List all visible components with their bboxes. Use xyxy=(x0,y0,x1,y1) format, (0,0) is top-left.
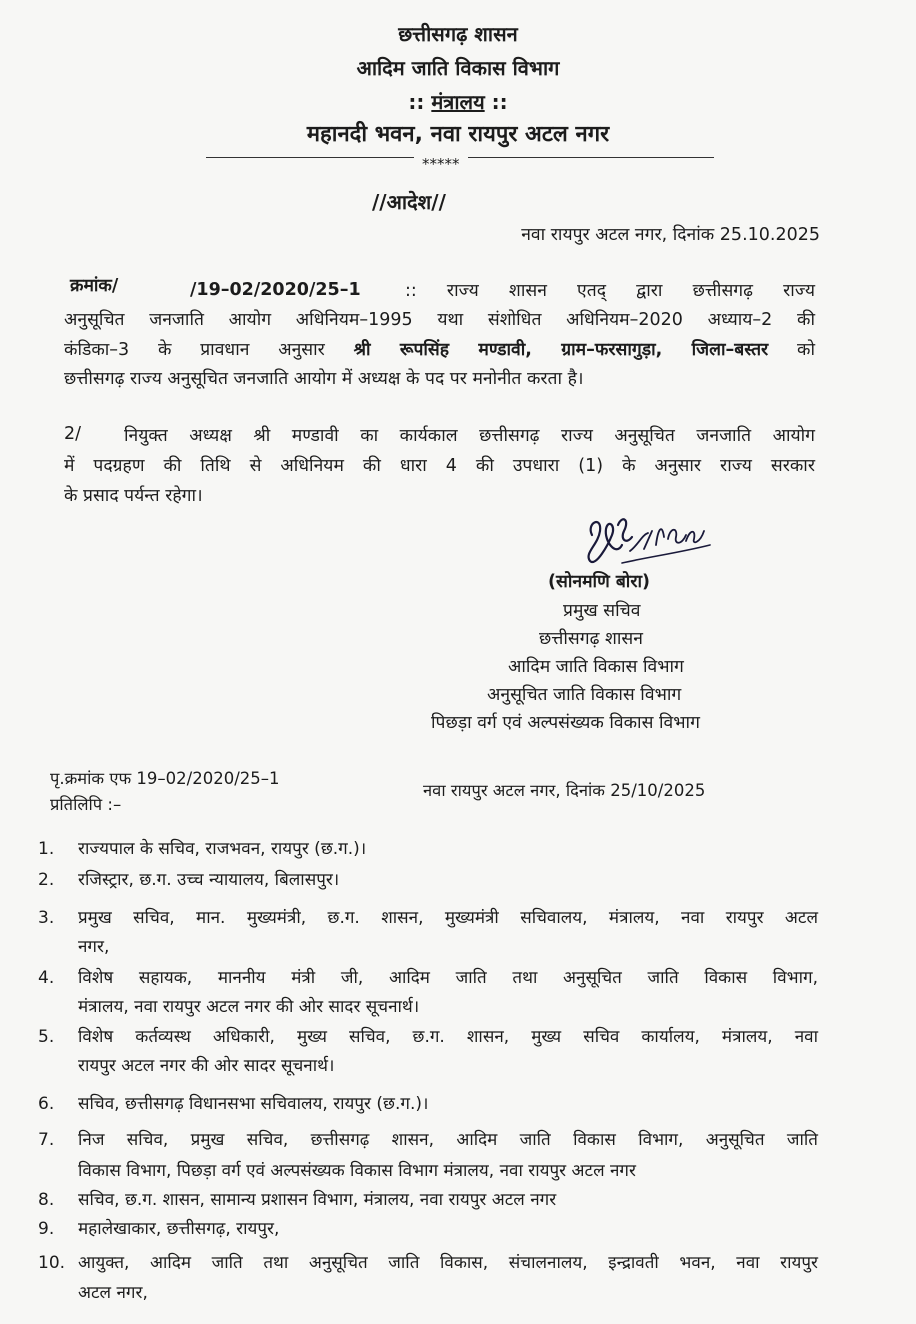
list-item-line: राज्यपाल के सचिव, राजभवन, रायपुर (छ.ग.)। xyxy=(78,839,367,859)
list-item-line: रायपुर अटल नगर की ओर सादर सूचनार्थ। xyxy=(78,1056,335,1076)
nominee-name: श्री रूपसिंह मण्डावी, ग्राम–फरसागुड़ा, जिला–बस्तर xyxy=(353,339,769,360)
order-title: //आदेश// xyxy=(372,190,446,214)
kramank-label: क्रमांक/ xyxy=(70,276,119,296)
list-item-number: 4. xyxy=(38,968,55,988)
list-item-line: विशेष कर्तव्यस्थ अधिकारी, मुख्य सचिव, छ.ग. शासन, मुख्य सचिव कार्यालय, मंत्रालय, नवा xyxy=(78,1027,818,1047)
list-item-number: 9. xyxy=(38,1219,55,1239)
list-item-text xyxy=(78,835,818,864)
list-item-line: निज सचिव, प्रमुख सचिव, छत्तीसगढ़ शासन, आदिम जाति विकास विभाग, अनुसूचित जाति xyxy=(78,1130,818,1150)
para2-line1: नियुक्त अध्यक्ष श्री मण्डावी का कार्यकाल छत्तीसगढ़ राज्य अनुसूचित जनजाति आयोग xyxy=(124,426,815,446)
list-item-number: 8. xyxy=(38,1190,55,1210)
signatory-designation: प्रमुख सचिव xyxy=(563,601,641,621)
list-item-number: 3. xyxy=(38,908,55,928)
ministry-label: :: मंत्रालय :: xyxy=(408,90,508,114)
govt-name: छत्तीसगढ़ शासन xyxy=(398,22,518,46)
signatory-govt: छत्तीसगढ़ शासन xyxy=(539,629,643,649)
kramank-number: /19–02/2020/25–1 xyxy=(190,280,361,300)
list-item-line: विकास विभाग, पिछड़ा वर्ग एवं अल्पसंख्यक विकास विभाग मंत्रालय, नवा रायपुर अटल नगर xyxy=(78,1161,636,1181)
list-item-number: 1. xyxy=(38,839,55,859)
ministry-word: मंत्रालय xyxy=(431,90,485,114)
copy-to-label: प्रतिलिपि :– xyxy=(50,795,122,814)
signatory-name: (सोनमणि बोरा) xyxy=(548,572,651,592)
list-item-line: सचिव, छत्तीसगढ़ विधानसभा सचिवालय, रायपुर (छ.ग.)। xyxy=(78,1094,429,1114)
list-item-line: नगर, xyxy=(78,937,110,957)
endorsement-ref: पृ.क्रमांक एफ 19–02/2020/25–1 xyxy=(50,769,280,788)
office-address: महानदी भवन, नवा रायपुर अटल नगर xyxy=(306,122,610,147)
list-item-text xyxy=(78,1090,818,1119)
list-item-line: मंत्रालय, नवा रायपुर अटल नगर की ओर सादर सूचनार्थ। xyxy=(78,997,420,1017)
signatory-dept-2: अनुसूचित जाति विकास विभाग xyxy=(487,685,682,705)
handwritten-signature xyxy=(578,505,718,575)
list-item-text xyxy=(78,1248,818,1308)
para1-line1: :: राज्य शासन एतद् द्वारा छत्तीसगढ़ राज्य xyxy=(405,281,815,301)
list-item-line: आयुक्त, आदिम जाति तथा अनुसूचित जाति विकास, संचालनालय, इन्द्रावती भवन, नवा रायपुर xyxy=(78,1253,818,1273)
header-stars: ***** xyxy=(414,155,468,173)
list-item-text xyxy=(78,904,818,962)
para2-number: 2/ xyxy=(64,424,82,444)
list-item-text xyxy=(78,964,818,1022)
list-item-number: 6. xyxy=(38,1094,55,1114)
list-item-text xyxy=(78,1125,818,1187)
list-item-number: 10. xyxy=(38,1253,66,1273)
signatory-dept-3: पिछड़ा वर्ग एवं अल्पसंख्यक विकास विभाग xyxy=(431,713,700,733)
list-item-number: 2. xyxy=(38,870,55,890)
list-item-line: विशेष सहायक, माननीय मंत्री जी, आदिम जाति तथा अनुसूचित जाति विकास विभाग, xyxy=(78,968,818,988)
endorsement-date: नवा रायपुर अटल नगर, दिनांक 25/10/2025 xyxy=(423,781,706,800)
list-item-text xyxy=(78,1186,818,1215)
list-item-text xyxy=(78,1215,818,1244)
list-item-line: सचिव, छ.ग. शासन, सामान्य प्रशासन विभाग, मंत्रालय, नवा रायपुर अटल नगर xyxy=(78,1190,557,1210)
list-item-line: महालेखाकार, छत्तीसगढ़, रायपुर, xyxy=(78,1219,280,1239)
paragraph-1: अनुसूचित जनजाति आयोग अधिनियम–1995 यथा संशोधित अधिनियम–2020 अध्याय–2 की कंडिका–3 के प्रावधान अनुसार श्री रूपसिंह मण्डावी, ग्राम–फरसागुड़ा, जिला–बस्तर को छत्तीसगढ़ राज्य अनुसूचित जनजाति आयोग में अध्यक्ष के पद पर मनोनीत करता है। xyxy=(64,310,815,389)
department-name: आदिम जाति विकास विभाग xyxy=(356,56,560,80)
paragraph-2: में पदग्रहण की तिथि से अधिनियम की धारा 4 की उपधारा (1) के अनुसार राज्य सरकार के प्रसाद पर्यन्त रहेगा। xyxy=(64,456,815,506)
list-item-line: अटल नगर, xyxy=(78,1283,148,1303)
list-item-line: रजिस्ट्रार, छ.ग. उच्च न्यायालय, बिलासपुर। xyxy=(78,870,340,890)
list-item-text xyxy=(78,1023,818,1081)
list-item-number: 5. xyxy=(38,1027,55,1047)
list-item-line: प्रमुख सचिव, मान. मुख्यमंत्री, छ.ग. शासन, मुख्यमंत्री सचिवालय, मंत्रालय, नवा रायपुर अटल xyxy=(78,908,818,928)
order-date: नवा रायपुर अटल नगर, दिनांक 25.10.2025 xyxy=(521,225,820,245)
signatory-dept-1: आदिम जाति विकास विभाग xyxy=(508,657,684,677)
list-item-text xyxy=(78,866,818,895)
list-item-number: 7. xyxy=(38,1130,55,1150)
